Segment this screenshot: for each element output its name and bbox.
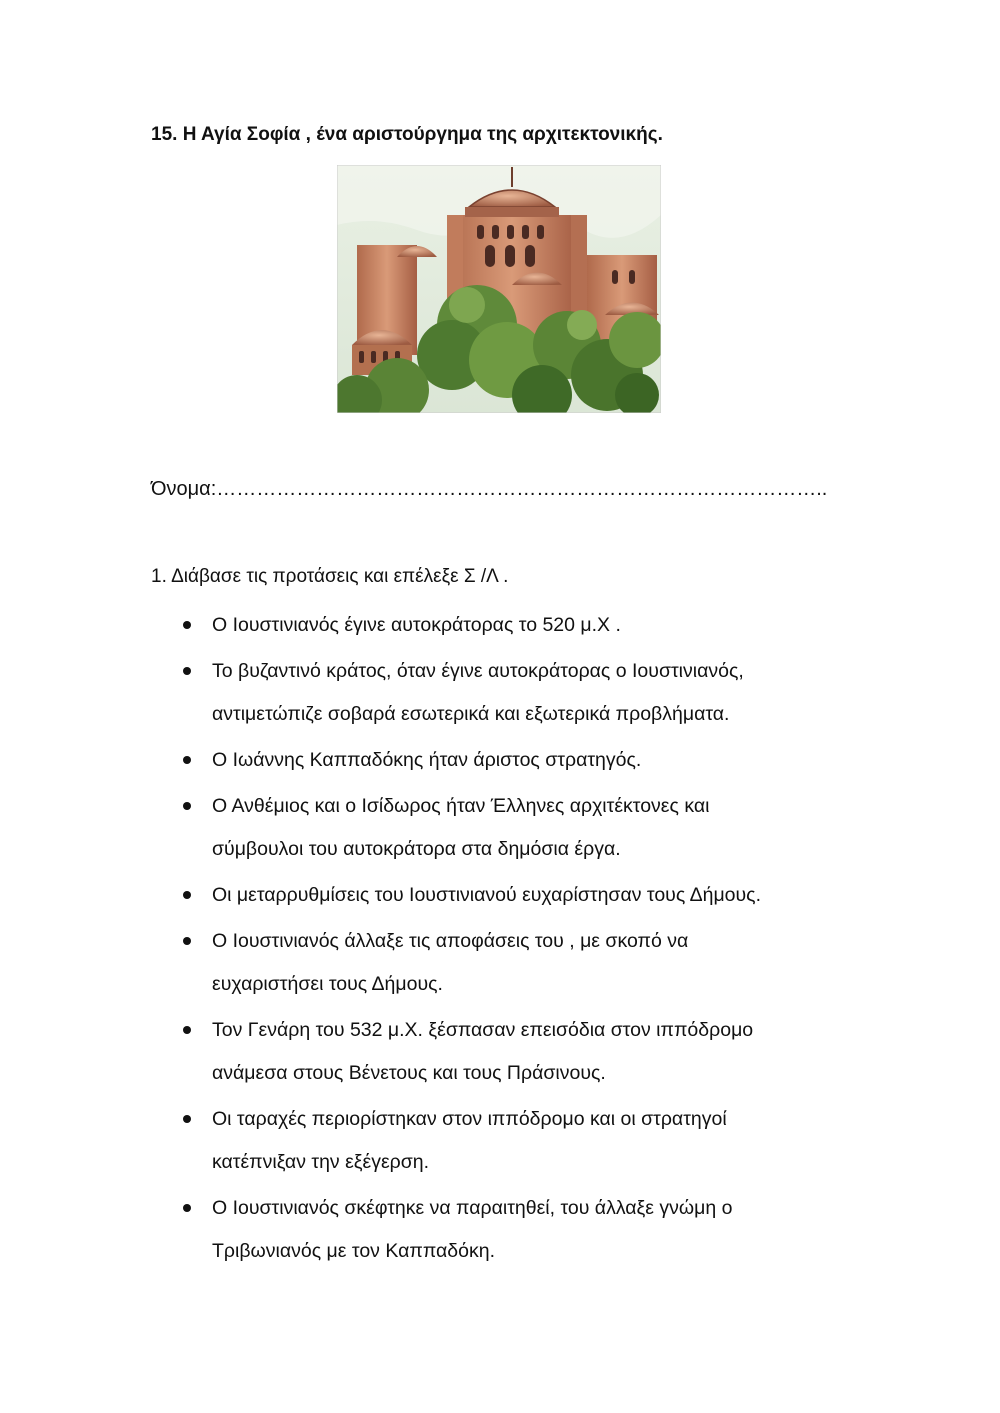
bullet-icon xyxy=(183,1115,191,1123)
statement-text: Ο Ιουστινιανός έγινε αυτοκράτορας το 520 μ.Χ . xyxy=(212,614,621,636)
bullet-icon xyxy=(183,1026,191,1034)
bullet-icon xyxy=(183,937,191,945)
statement-text: Οι ταραχές περιορίστηκαν στον ιππόδρομο και οι στρατηγοί xyxy=(212,1108,727,1130)
statement-text: σύμβουλοι του αυτοκράτορα στα δημόσια έργα. xyxy=(212,838,621,860)
statement-item xyxy=(151,1187,971,1273)
worksheet-title: 15. Η Αγία Σοφία , ένα αριστούργημα της αρχιτεκτονικής. xyxy=(151,124,663,145)
statement-item xyxy=(151,739,971,782)
statement-item xyxy=(151,785,971,871)
statement-item xyxy=(151,1009,971,1095)
statement-text: Ο Ανθέμιος και ο Ισίδωρος ήταν Έλληνες αρχιτέκτονες και xyxy=(212,795,710,817)
statement-item xyxy=(151,650,971,736)
bullet-icon xyxy=(183,621,191,629)
statement-text: Ο Ιουστινιανός άλλαξε τις αποφάσεις του , με σκοπό να xyxy=(212,930,689,952)
statement-item xyxy=(151,874,971,917)
bullet-icon xyxy=(183,756,191,764)
student-name-field: Όνομα:……………………………………………………………………………….. xyxy=(151,478,828,500)
statement-item xyxy=(151,604,971,647)
statement-text: αντιμετώπιζε σοβαρά εσωτερικά και εξωτερικά προβλήματα. xyxy=(212,703,730,725)
statement-text: Ο Ιουστινιανός σκέφτηκε να παραιτηθεί, του άλλαξε γνώμη ο xyxy=(212,1197,733,1219)
statement-text: κατέπνιξαν την εξέγερση. xyxy=(212,1151,430,1173)
statement-item xyxy=(151,920,971,1006)
statement-text: Ο Ιωάννης Καππαδόκης ήταν άριστος στρατηγός. xyxy=(212,749,642,771)
statement-text: Το βυζαντινό κράτος, όταν έγινε αυτοκράτορας ο Ιουστινιανός, xyxy=(212,660,744,682)
statement-text: Τριβωνιανός με τον Καππαδόκη. xyxy=(212,1240,495,1262)
statement-text: ανάμεσα στους Βένετους και τους Πράσινους. xyxy=(212,1062,606,1084)
statement-text: ευχαριστήσει τους Δήμους. xyxy=(212,973,443,995)
statement-text: Οι μεταρρυθμίσεις του Ιουστινιανού ευχαρίστησαν τους Δήμους. xyxy=(212,884,761,906)
statement-item xyxy=(151,1098,971,1184)
bullet-icon xyxy=(183,891,191,899)
statement-text: Τον Γενάρη του 532 μ.Χ. ξέσπασαν επεισόδια στον ιππόδρομο xyxy=(212,1019,754,1041)
bullet-icon xyxy=(183,802,191,810)
statement-list xyxy=(151,604,971,1276)
bullet-icon xyxy=(183,667,191,675)
bullet-icon xyxy=(183,1204,191,1212)
hagia-sophia-illustration xyxy=(337,165,661,413)
question-instruction: 1. Διάβασε τις προτάσεις και επέλεξε Σ /Λ . xyxy=(151,566,509,587)
